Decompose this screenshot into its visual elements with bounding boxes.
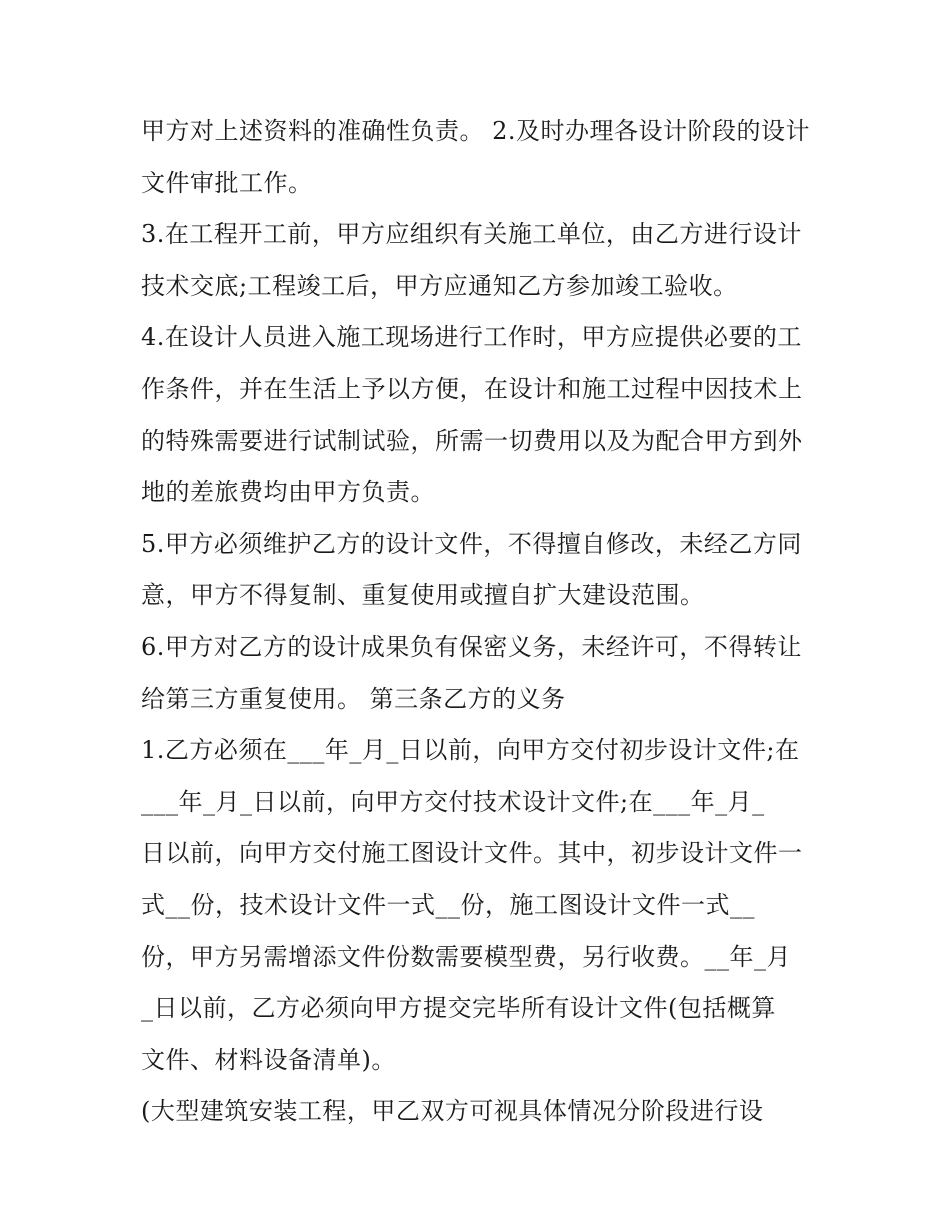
text-line: 文件审批工作。 [141,168,313,197]
text-line: 3.在工程开工前，甲方应组织有关施工单位，由乙方进行设计 [141,220,802,249]
text-line: 日以前，向甲方交付施工图设计文件。其中，初步设计文件一 [141,839,803,868]
text-line: _日以前，乙方必须向甲方提交完毕所有设计文件(包括概算 [141,994,776,1023]
text-line: 意，甲方不得复制、重复使用或擅自扩大建设范围。 [141,581,705,610]
text-line: 6.甲方对乙方的设计成果负有保密义务，未经许可，不得转让 [141,632,802,661]
text-line: 文件、材料设备清单)。 [141,1045,396,1074]
text-line: 1.乙方必须在___年_月_日以前，向甲方交付初步设计文件;在 [141,736,800,765]
text-line: 份，甲方另需增添文件份数需要模型费，另行收费。__年_月 [141,942,791,971]
text-line: (大型建筑安装工程，甲乙双方可视具体情况分阶段进行设 [141,1097,764,1126]
text-line: 作条件，并在生活上予以方便，在设计和施工过程中因技术上 [141,374,803,403]
text-line: 给第三方重复使用。 第三条乙方的义务 [141,684,566,713]
text-line: 4.在设计人员进入施工现场进行工作时，甲方应提供必要的工 [141,323,802,352]
document-body [141,106,821,1138]
text-line: 5.甲方必须维护乙方的设计文件，不得擅自修改，未经乙方同 [141,529,802,558]
text-line: 技术交底;工程竣工后，甲方应通知乙方参加竣工验收。 [141,271,738,300]
text-line: 地的差旅费均由甲方负责。 [141,478,435,507]
text-line: ___年_月_日以前，向甲方交付技术设计文件;在___年_月_ [141,787,765,816]
text-line: 式__份，技术设计文件一式__份，施工图设计文件一式__ [141,890,755,919]
text-line: 甲方对上述资料的准确性负责。 2.及时办理各设计阶段的设计 [141,117,811,145]
text-line: 的特殊需要进行试制试验，所需一切费用以及为配合甲方到外 [141,426,803,455]
